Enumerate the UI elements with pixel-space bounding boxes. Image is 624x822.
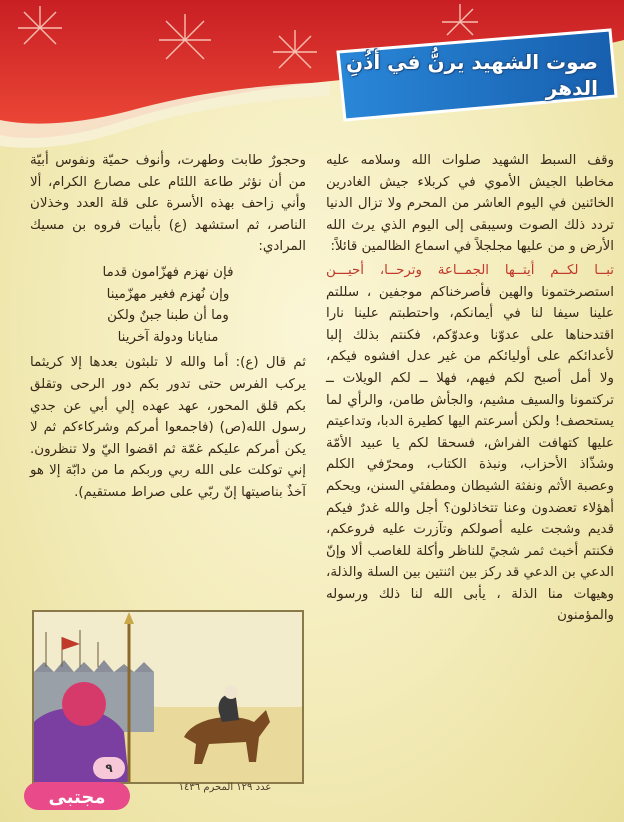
left-column — [30, 150, 306, 506]
page-title: صوت الشهيد يرنُّ في أذُنِ الدهر — [346, 50, 598, 100]
speech-opening: تبــا لكــم أيتــها الجمــاعة وترحــا، أحيـــن — [326, 262, 614, 278]
poem-line: وإن نُهزم فغير مهزّمينا — [106, 286, 230, 302]
magazine-logo — [22, 778, 132, 814]
page-number: ٩ — [93, 757, 125, 779]
poem-line: وما أن طبنا جبنٌ ولكن — [107, 308, 229, 324]
title-box — [330, 32, 610, 118]
poem — [30, 262, 306, 348]
left-paragraph-2: ثم قال (ع): أما والله لا تلبثون بعدها إلا كريثما يركب الفرس حتى تدور بكم دور الرحى وتقلق بكم قلق المحور، عهد عهده إلي أبي عن جدي رسول الله(ص) (فاجمعوا أمركم وشركاءكم ثم لا يكن أمركم عليكم غمّة ثم اقضوا اليّ ولا تنظرون. إني توكلت على الله ربي وربكم ما من دابّة إلا هو آخذٌ بناصيتها إنّ ربّي على صراط مستقيم). — [30, 355, 306, 500]
poem-line: فإن نهزم فهزّامون قدما — [102, 264, 234, 280]
speech-body: استصرختمونا والهين فأصرخناكم موجفين ، سللتم علينا سيفا لنا في أيمانكم، واحتطبتم علينا نارا اقتدحناها على عدوّنا وعدوّكم، فكنتم بذلك إلبا لأعدائكم على أوليائكم من غير عدل افشوه فيكم، ولا أمل أصبح لكم فيهم، فهلا ــ لكم الويلات ــ تركتمونا والسيف مشيم، والجأش طامن، والرأي لما يستحصف! ولكن أسرعتم اليها كطيرة الدبا، وتداعيتم عليها كتهافت الفراش، فسحقا لكم يا عبيد الأمّة وشذّاذ الأحزاب، ونبذة الكتاب، ومحرّفي الكلم وعصبة الأثم ونفثة الشيطان ومطفئي السنن، ويحكم أهؤلاء تعضدون وعنا تتخاذلون؟ أجل والله غدرٌ فيكم قديم وشجت عليه أصولكم وتآزرت عليه فروعكم، فكنتم أخبث ثمر شجيً للناظر وأكلة للغاصب ألا وإنّ الدعي بن الدعي قد ركز بين اثنتين بين السلة والذلة، وهيهات منا الذلة ، يأبى الله لنا ذلك ورسوله والمؤمنون — [326, 284, 614, 624]
right-column — [326, 150, 614, 629]
intro-paragraph: وقف السبط الشهيد صلوات الله وسلامه عليه مخاطبا الجيش الأموي في كربلاء جيش الغادرين الخائنين في اليوم العاشر من المحرم ولا تزال الدنيا تردد ذلك الصوت وسيبقى إلى اليوم الذي يرث الله الأرض و من عليها مجلجلاً في اسماع الظالمين قائلاً: — [326, 153, 614, 255]
issue-info: عدد ١٢٩ المحرم ١٤٣٦ — [178, 782, 272, 793]
speech-paragraph — [326, 260, 614, 627]
poem-line: منايانا ودولة آخرينا — [117, 329, 219, 345]
left-paragraph-1: وحجورٌ طابت وطهرت، وأنوف حميّة ونفوس أبيّة من أن نؤثر طاعة اللئام على مصارع الكرام، ألا وأني زاحف بهذه الأسرة على قلة العدد وخذلان الناصر، ثم استشهد (ع) بأبيات فروه بن مسيك المرادي: — [30, 153, 306, 255]
logo-text: مجتبى — [48, 787, 106, 808]
battle-illustration — [32, 610, 304, 784]
